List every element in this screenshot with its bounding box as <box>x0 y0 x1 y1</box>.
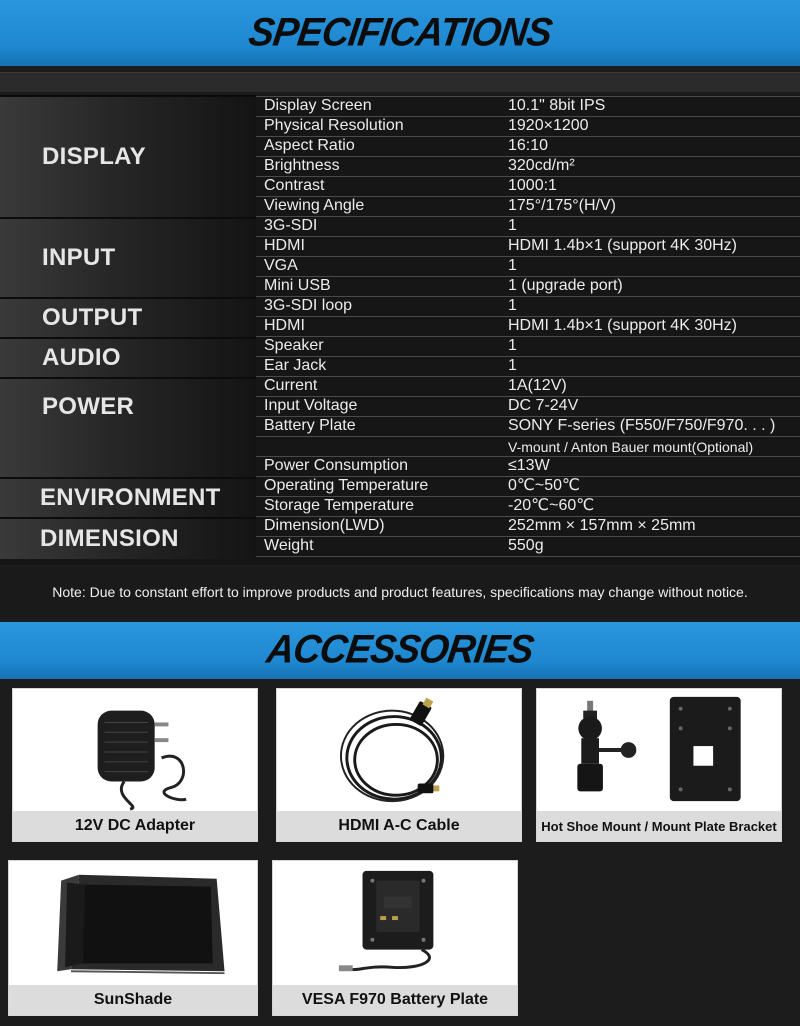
spec-value: SONY F-series (F550/F750/F970. . . ) <box>508 417 776 434</box>
spec-label: 3G-SDI loop <box>264 297 353 314</box>
spec-label: VGA <box>264 257 298 274</box>
accessory-label: SunShade <box>9 985 257 1015</box>
spec-value: 1 (upgrade port) <box>508 277 623 294</box>
accessory-hdmi-cable <box>276 688 522 842</box>
category-input: INPUT <box>0 217 256 297</box>
battery-plate-icon <box>273 861 517 985</box>
spec-label: Mini USB <box>264 277 331 294</box>
spec-label: Contrast <box>264 177 325 194</box>
specifications-title: SPECIFICATIONS <box>245 10 555 55</box>
spec-value: -20℃~60℃ <box>508 497 595 514</box>
accessory-dc-adapter <box>12 688 258 842</box>
category-display: DISPLAY <box>0 95 256 217</box>
spec-label: Input Voltage <box>264 397 358 414</box>
spec-label: Physical Resolution <box>264 117 404 134</box>
accessory-label: HDMI A-C Cable <box>277 811 521 841</box>
spec-label: Ear Jack <box>264 357 327 374</box>
accessory-hot-shoe-mount <box>536 688 782 842</box>
spec-label: Power Consumption <box>264 457 409 474</box>
sunshade-icon <box>9 861 257 985</box>
accessories-banner <box>0 622 800 679</box>
category-power: POWER <box>0 377 256 477</box>
row-separator <box>256 556 800 557</box>
accessory-battery-plate <box>272 860 518 1016</box>
accessories-title: ACCESSORIES <box>264 627 536 673</box>
category-environment: ENVIRONMENT <box>0 477 256 517</box>
accessory-label: Hot Shoe Mount / Mount Plate Bracket <box>537 811 781 841</box>
spec-value: 1 <box>508 357 517 374</box>
spec-value: 10.1" 8bit IPS <box>508 97 606 114</box>
spec-label: Viewing Angle <box>264 197 365 214</box>
spec-value: HDMI 1.4b×1 (support 4K 30Hz) <box>508 317 737 334</box>
spec-label: Display Screen <box>264 97 372 114</box>
specifications-banner <box>0 0 800 66</box>
spec-label: Aspect Ratio <box>264 137 355 154</box>
spec-value: ≤13W <box>508 457 550 474</box>
spec-label: Weight <box>264 537 314 554</box>
notice-text: Note: Due to constant effort to improve products and product features, specifications may change without notice. <box>52 584 748 600</box>
spec-label: HDMI <box>264 317 305 334</box>
spec-value: 1 <box>508 337 517 354</box>
spec-label: Operating Temperature <box>264 477 429 494</box>
spec-label: 3G-SDI <box>264 217 318 234</box>
spec-value: 1 <box>508 217 517 234</box>
power-adapter-icon <box>13 689 257 811</box>
spec-value: 320cd/m² <box>508 157 575 174</box>
spec-value: HDMI 1.4b×1 (support 4K 30Hz) <box>508 237 737 254</box>
spec-value: 175°/175°(H/V) <box>508 197 616 214</box>
row-separator <box>256 216 800 217</box>
category-audio: AUDIO <box>0 337 256 377</box>
accessory-sunshade <box>8 860 258 1016</box>
spec-value: 1 <box>508 297 517 314</box>
spec-label: Battery Plate <box>264 417 356 434</box>
spec-value: V-mount / Anton Bauer mount(Optional) <box>508 439 754 455</box>
row-separator <box>256 256 800 257</box>
accessory-label: VESA F970 Battery Plate <box>273 985 517 1015</box>
accessory-label: 12V DC Adapter <box>13 811 257 841</box>
spec-label: Speaker <box>264 337 324 354</box>
spec-label: HDMI <box>264 237 305 254</box>
spec-value: 1A(12V) <box>508 377 567 394</box>
notice-bar <box>0 566 800 618</box>
spec-value: 1920×1200 <box>508 117 589 134</box>
spec-label: Dimension(LWD) <box>264 517 385 534</box>
hdmi-cable-icon <box>277 689 521 811</box>
spec-label: Storage Temperature <box>264 497 415 514</box>
spec-value: 550g <box>508 537 544 554</box>
spec-label: Brightness <box>264 157 340 174</box>
row-separator <box>256 336 800 337</box>
hot-shoe-mount-icon <box>537 689 781 811</box>
spec-value: 1000:1 <box>508 177 557 194</box>
spec-value: DC 7-24V <box>508 397 579 414</box>
row-separator <box>256 356 800 357</box>
spec-value: 252mm × 157mm × 25mm <box>508 517 696 534</box>
header-strip <box>0 72 800 92</box>
spec-value: 0℃~50℃ <box>508 477 580 494</box>
spec-value: 1 <box>508 257 517 274</box>
spec-label: Current <box>264 377 318 394</box>
category-dimension: DIMENSION <box>0 517 256 559</box>
spec-value: 16:10 <box>508 137 549 154</box>
category-output: OUTPUT <box>0 297 256 337</box>
